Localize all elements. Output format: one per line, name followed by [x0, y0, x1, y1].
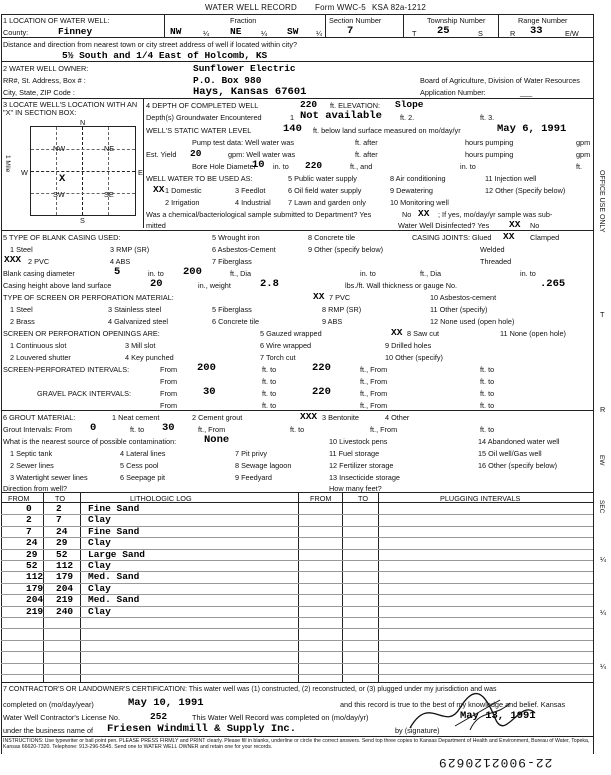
gpi-to[interactable]: 220: [312, 386, 331, 398]
application-label: Application Number:: [420, 88, 486, 97]
margin-t: T: [600, 310, 605, 319]
perf-option[interactable]: 6 Wire wrapped: [260, 341, 312, 350]
screen-option[interactable]: 9 ABS: [322, 317, 343, 326]
height-value[interactable]: 20: [150, 278, 163, 290]
sw-label: SW: [53, 190, 65, 199]
log-header-plugging: PLUGGING INTERVALS: [440, 494, 521, 503]
business-label: under the business name of: [3, 726, 94, 735]
ft-from: ft., From: [370, 425, 398, 434]
clamped: Clamped: [530, 233, 560, 242]
spi-to[interactable]: 220: [312, 362, 331, 374]
bore-rest: ft., and: [350, 162, 373, 171]
gw3-label: ft. 3.: [480, 113, 495, 122]
use-option[interactable]: 12 Other (Specify below): [485, 186, 566, 195]
weight-value[interactable]: 2.8: [260, 278, 279, 290]
log-rule: [1, 651, 593, 652]
yield-value[interactable]: 20: [190, 148, 202, 159]
wall-label: lbs./ft. Wall thickness or gauge No.: [345, 281, 458, 290]
diameter-rest: ft., Dia: [230, 269, 252, 278]
casing-option[interactable]: 1 Steel: [10, 245, 33, 254]
perf-option[interactable]: 1 Continuous slot: [10, 341, 67, 350]
grout-option[interactable]: 3 Bentonite: [322, 413, 359, 422]
source-option[interactable]: 2 Sewer lines: [10, 461, 54, 470]
source-option[interactable]: 13 Insecticide storage: [329, 473, 400, 482]
casing-label: 5 TYPE OF BLANK CASING USED:: [3, 233, 121, 242]
ft-to: ft. to: [262, 365, 277, 374]
bore-depth[interactable]: 220: [305, 160, 323, 171]
perf-option[interactable]: 9 Drilled holes: [385, 341, 432, 350]
nw-label: NW: [53, 144, 66, 153]
address-value[interactable]: P.O. Box 980: [193, 75, 262, 86]
threaded: Threaded: [480, 257, 512, 266]
grout-option[interactable]: 4 Other: [385, 413, 410, 422]
log-description-cell[interactable]: Med. Sand: [88, 594, 140, 606]
ft-to: ft. to: [480, 365, 495, 374]
log-header-to: TO: [55, 494, 66, 503]
quarter-mark: ¼: [261, 29, 268, 38]
from: From: [160, 389, 178, 398]
ft-dia: ft., Dia: [420, 269, 442, 278]
gw1-num: 1: [290, 113, 295, 122]
statute: KSA 82a-1212: [372, 3, 426, 12]
ft-to: ft. to: [130, 425, 145, 434]
source-option[interactable]: 15 Oil well/Gas well: [478, 449, 542, 458]
owner-value[interactable]: Sunflower Electric: [193, 63, 296, 74]
groundwater-label: Depth(s) Groundwater Encountered: [146, 113, 262, 122]
form-title: WATER WELL RECORD: [205, 3, 297, 12]
source-option[interactable]: 6 Seepage pit: [120, 473, 166, 482]
section2-label: 2 WATER WELL OWNER:: [3, 64, 89, 73]
grout-intervals-label: Grout Intervals: From: [3, 425, 72, 434]
yield-label: Est. Yield: [146, 150, 177, 159]
ft-from: ft., From: [360, 377, 388, 386]
log-from-cell[interactable]: 29: [26, 548, 38, 560]
depth-label: 4 DEPTH OF COMPLETED WELL: [146, 101, 259, 110]
use-option[interactable]: 7 Lawn and garden only: [288, 198, 366, 207]
use-option[interactable]: 8 Air conditioning: [390, 174, 446, 183]
diameter-value[interactable]: 5: [114, 266, 121, 278]
spi-label: SCREEN-PERFORATED INTERVALS:: [3, 365, 130, 374]
casing-mark[interactable]: XXX: [4, 254, 22, 265]
distance-label: Distance and direction from nearest town or city street address of well if located within city?: [3, 40, 298, 49]
use-option[interactable]: 3 Feedlot: [235, 186, 266, 195]
source-option[interactable]: 1 Septic tank: [10, 449, 53, 458]
margin-quarter: ¼: [600, 608, 607, 617]
ft-to: ft. to: [480, 389, 495, 398]
ft-to: ft. to: [262, 389, 277, 398]
use-option[interactable]: 4 Industrial: [235, 198, 271, 207]
source-option[interactable]: 9 Feedyard: [235, 473, 272, 482]
log-description-cell[interactable]: Clay: [88, 560, 111, 571]
chem-label: Was a chemical/bacteriological sample submitted to Department? Yes: [146, 210, 372, 219]
chem-no: No: [402, 210, 412, 219]
source-option[interactable]: 7 Pit privy: [235, 449, 268, 458]
ft-from: ft., From: [360, 389, 388, 398]
static-level-date[interactable]: May 6, 1991: [497, 123, 567, 135]
ft-to: ft. to: [480, 401, 495, 410]
margin-ew: EW: [598, 455, 605, 466]
log-header-from: FROM: [8, 494, 30, 503]
log-to-cell[interactable]: 52: [56, 548, 68, 560]
gpm: gpm: [576, 138, 591, 147]
source-option[interactable]: 16 Other (specify below): [478, 461, 558, 470]
log-description-cell[interactable]: Clay: [88, 537, 111, 549]
screen-option[interactable]: 5 Fiberglass: [212, 305, 252, 314]
log-to-cell[interactable]: 7: [56, 514, 62, 526]
se-label: SE: [104, 190, 114, 199]
perf-label: SCREEN OR PERFORATION OPENINGS ARE:: [3, 329, 160, 338]
township-s: S: [478, 29, 483, 38]
ft-from: ft., From: [360, 401, 388, 410]
diameter-depth[interactable]: 200: [183, 266, 202, 278]
source-option[interactable]: 4 Lateral lines: [120, 449, 166, 458]
joints-mark[interactable]: XX: [503, 231, 515, 242]
section1-label: 1 LOCATION OF WATER WELL:: [3, 16, 110, 25]
section-box[interactable]: [30, 126, 136, 216]
use-option[interactable]: 11 Injection well: [485, 174, 537, 183]
log-rule: [1, 617, 593, 618]
casing-option[interactable]: 8 Concrete tile: [308, 233, 356, 242]
grout-mark[interactable]: XXX: [300, 411, 318, 422]
casing-option[interactable]: 6 Asbestos-Cement: [212, 245, 276, 254]
log-to-cell[interactable]: 240: [56, 605, 74, 617]
contamination-label: What is the nearest source of possible contamination:: [3, 437, 177, 446]
range-number[interactable]: 33: [530, 25, 543, 37]
casing-option[interactable]: 2 PVC: [28, 257, 50, 266]
screen-option[interactable]: 3 Stainless steel: [108, 305, 162, 314]
screen-option[interactable]: 7 PVC: [329, 293, 351, 302]
screen-mark[interactable]: XX: [313, 291, 325, 302]
gpm: gpm: [576, 150, 591, 159]
source-option[interactable]: 8 Sewage lagoon: [235, 461, 292, 470]
hours-pumping: hours pumping: [465, 138, 514, 147]
dia2: in. to: [360, 269, 376, 278]
license-number[interactable]: 252: [150, 711, 168, 722]
north-label: N: [80, 118, 86, 127]
signature-label: by (signature): [395, 726, 440, 735]
ft-to: ft. to: [480, 377, 495, 386]
log-to-cell[interactable]: 219: [56, 594, 74, 606]
bore-value[interactable]: 10: [252, 159, 265, 171]
log-from-cell[interactable]: 112: [26, 571, 44, 583]
log-header-to2: TO: [358, 494, 369, 503]
log-to-cell[interactable]: 24: [56, 525, 68, 537]
hours-pumping: hours pumping: [465, 150, 514, 159]
log-from-cell[interactable]: 7: [26, 525, 32, 537]
log-description-cell[interactable]: Large Sand: [88, 548, 146, 560]
margin-quarter: ¼: [600, 662, 607, 671]
ft-from: ft., From: [360, 365, 388, 374]
log-from-cell[interactable]: 52: [26, 560, 38, 571]
from: From: [160, 365, 178, 374]
perf-option[interactable]: 3 Mill slot: [125, 341, 156, 350]
screen-option[interactable]: 6 Concrete tile: [212, 317, 260, 326]
grout-option[interactable]: 1 Neat cement: [112, 413, 160, 422]
perf-option[interactable]: 7 Torch cut: [260, 353, 296, 362]
south-label: S: [80, 216, 85, 225]
log-to-cell[interactable]: 112: [56, 560, 74, 571]
log-from-cell[interactable]: 204: [26, 594, 44, 606]
completed-label: completed on (mo/day/year): [3, 700, 94, 709]
screen-option[interactable]: 10 Asbestos-cement: [430, 293, 497, 302]
township-label: Township Number: [427, 16, 486, 25]
signature-scribble: [400, 688, 540, 738]
grout-from[interactable]: 0: [90, 422, 97, 434]
log-from-cell[interactable]: 0: [26, 503, 32, 514]
bore-label: Bore Hole Diameter: [192, 162, 257, 171]
office-use-label: OFFICE USE ONLY: [598, 170, 605, 233]
ft-after: ft. after: [355, 138, 378, 147]
record-date[interactable]: May 13, 1991: [460, 710, 536, 722]
log-to-cell[interactable]: 204: [56, 582, 74, 594]
perf-option[interactable]: 5 Gauzed wrapped: [260, 329, 322, 338]
license-label: Water Well Contractor's License No.: [3, 713, 120, 722]
document-stamp: 22-9002120629: [438, 755, 553, 770]
fraction-label: Fraction: [230, 16, 257, 25]
distance-value[interactable]: 5½ South and 1/4 East of Holcomb, KS: [62, 50, 268, 61]
fraction-2[interactable]: NE: [230, 26, 242, 37]
ft-to: ft. to: [480, 425, 495, 434]
mile-label: 1 Mile: [4, 155, 11, 173]
yield-rest: gpm: Well water was: [228, 150, 296, 159]
grout-label: 6 GROUT MATERIAL:: [3, 413, 76, 422]
source-option[interactable]: 5 Cess pool: [120, 461, 159, 470]
log-description-cell[interactable]: Fine Sand: [88, 503, 140, 514]
source-option[interactable]: 10 Livestock pens: [329, 437, 388, 446]
completed-date[interactable]: May 10, 1991: [128, 697, 204, 709]
log-description-cell[interactable]: Clay: [88, 605, 111, 617]
mitted: mitted: [146, 221, 166, 230]
use-option[interactable]: 9 Dewatering: [390, 186, 433, 195]
diameter-to: in. to: [148, 269, 164, 278]
log-to-cell[interactable]: 179: [56, 571, 74, 583]
screen-option[interactable]: 12 None used (open hole): [430, 317, 515, 326]
log-rule: [1, 663, 593, 664]
screen-option[interactable]: 11 Other (specify): [430, 305, 488, 314]
record-completed-label: This Water Well Record was completed on (mo/day/yr): [192, 713, 369, 722]
elevation-value[interactable]: Slope: [395, 99, 424, 110]
log-from-cell[interactable]: 219: [26, 605, 44, 617]
range-direction: E/W: [565, 29, 579, 38]
perf-option[interactable]: 11 None (open hole): [500, 329, 566, 338]
perf-option[interactable]: 8 Saw cut: [407, 329, 440, 338]
screen-option[interactable]: 1 Steel: [10, 305, 33, 314]
margin-r: R: [600, 405, 606, 414]
perf-option[interactable]: 2 Louvered shutter: [10, 353, 71, 362]
source-option[interactable]: 12 Fertilizer storage: [329, 461, 394, 470]
screen-option[interactable]: 4 Galvanized steel: [108, 317, 169, 326]
chem-mark[interactable]: XX: [418, 208, 430, 219]
township-number[interactable]: 25: [437, 25, 450, 37]
range-r: R: [510, 29, 516, 38]
log-description-cell[interactable]: Med. Sand: [88, 571, 140, 583]
static-level-value[interactable]: 140: [283, 123, 302, 135]
log-rule: [1, 640, 593, 641]
ft-to: ft. to: [262, 401, 277, 410]
use-option[interactable]: 10 Monitoring well: [390, 198, 449, 207]
address-label: RR#, St. Address, Box # :: [3, 76, 86, 85]
log-description-cell[interactable]: Fine Sand: [88, 525, 140, 537]
gw2-label: ft. 2.: [400, 113, 415, 122]
log-to-cell[interactable]: 2: [56, 503, 62, 514]
city-label: City, State, ZIP Code :: [3, 88, 75, 97]
east-label: E: [138, 168, 143, 177]
section3-label: 3 LOCATE WELL'S LOCATION WITH AN "X" IN SECTION BOX:: [3, 100, 138, 117]
board-label: Board of Agriculture, Division of Water Resources: [420, 76, 580, 85]
how-many-label: How many feet?: [329, 484, 382, 493]
log-description-cell[interactable]: Clay: [88, 582, 111, 594]
elevation-label: ft. ELEVATION:: [330, 101, 381, 110]
log-from-cell[interactable]: 24: [26, 537, 38, 549]
city-value[interactable]: Hays, Kansas 67601: [193, 86, 307, 98]
use-option[interactable]: 1 Domestic: [165, 186, 202, 195]
log-from-cell[interactable]: 179: [26, 582, 44, 594]
joints-label: CASING JOINTS: Glued: [412, 233, 492, 242]
ft-from: ft., From: [198, 425, 226, 434]
fraction-3[interactable]: SW: [287, 26, 299, 37]
casing-option[interactable]: 3 RMP (SR): [110, 245, 150, 254]
from: From: [160, 377, 178, 386]
ft: ft.: [576, 162, 583, 171]
wall-value[interactable]: .265: [540, 278, 566, 290]
application-number[interactable]: ___: [520, 88, 533, 97]
section-number[interactable]: 7: [347, 25, 354, 37]
instructions: INSTRUCTIONS: Use typewriter or ball point pen. PLEASE PRESS FIRMLY and PRINT clearly. Please fill in blanks, underline or circle the correct answers. Send top three copies to Kansas Department of Health and Environment, Bureau of Water, Topeka, Kansas 66620-7320. Telephone: 913-296-5545. Send one to WATER WELL OWNER and retain one for your records.: [3, 738, 590, 751]
grout-to[interactable]: 30: [162, 422, 175, 434]
gpi-label: GRAVEL PACK INTERVALS:: [37, 389, 132, 398]
log-rule: [1, 674, 593, 675]
use-option[interactable]: 2 Irrigation: [165, 198, 200, 207]
screen-label: TYPE OF SCREEN OR PERFORATION MATERIAL:: [3, 293, 174, 302]
casing-option[interactable]: 7 Fiberglass: [212, 257, 252, 266]
fraction-1[interactable]: NW: [170, 26, 182, 37]
bore-to: in. to: [273, 162, 289, 171]
county-value[interactable]: Finney: [58, 26, 93, 37]
business-name[interactable]: Friesen Windmill & Supply Inc.: [107, 723, 297, 735]
grout-option[interactable]: 2 Cement grout: [192, 413, 243, 422]
margin-sec: SEC: [598, 500, 605, 514]
chem-rest: ; If yes, mo/day/yr sample was sub-: [438, 210, 553, 219]
welded: Welded: [480, 245, 505, 254]
dia3: in. to: [520, 269, 536, 278]
use-mark[interactable]: XX: [153, 184, 165, 195]
ne-label: NE: [104, 144, 115, 153]
log-from-cell[interactable]: 2: [26, 514, 32, 526]
groundwater-value[interactable]: Not available: [300, 110, 382, 122]
screen-option[interactable]: 8 RMP (SR): [322, 305, 362, 314]
casing-option[interactable]: 9 Other (specify below): [308, 245, 384, 254]
section-number-label: Section Number: [329, 16, 382, 25]
casing-option[interactable]: 5 Wrought iron: [212, 233, 260, 242]
casing-option[interactable]: 4 ABS: [110, 257, 131, 266]
source-option[interactable]: 11 Fuel storage: [329, 449, 380, 458]
gpi-from[interactable]: 30: [203, 386, 216, 398]
township-t: T: [412, 29, 417, 38]
certification-line1: 7 CONTRACTOR'S OR LANDOWNER'S CERTIFICATION: This water well was (1) constructed, (2) reconstructed, or (3) plugged under my jurisdiction and was: [3, 686, 497, 693]
use-option[interactable]: 6 Oil field water supply: [288, 186, 362, 195]
height-label: Casing height above land surface: [3, 281, 112, 290]
log-header-lithologic: LITHOLOGIC LOG: [130, 494, 192, 503]
from: From: [160, 401, 178, 410]
static-level-rest: ft. below land surface measured on mo/day/yr: [313, 126, 461, 135]
quarter-mark: ¼: [316, 29, 323, 38]
diameter-label: Blank casing diameter: [3, 269, 75, 278]
margin-quarter: ¼: [600, 555, 607, 564]
perf-option[interactable]: 4 Key punched: [125, 353, 174, 362]
depth-value[interactable]: 220: [300, 99, 318, 110]
form-number: Form WWC-5: [315, 3, 366, 12]
log-to-cell[interactable]: 29: [56, 537, 68, 549]
perf-option[interactable]: 10 Other (specify): [385, 353, 443, 362]
weight-label: in., weight: [198, 281, 231, 290]
range-label: Range Number: [518, 16, 568, 25]
source-option[interactable]: 14 Abandoned water well: [478, 437, 560, 446]
ft-to: ft. to: [290, 425, 305, 434]
static-level-label: WELL'S STATIC WATER LEVEL: [146, 126, 252, 135]
contamination-value[interactable]: None: [204, 434, 230, 446]
perf-mark[interactable]: XX: [391, 327, 403, 338]
use-label: WELL WATER TO BE USED AS:: [146, 174, 253, 183]
log-rule: [1, 628, 593, 629]
true-record: and this record is true to the best of my knowledge and belief. Kansas: [340, 700, 566, 709]
disinfect-mark[interactable]: XX: [509, 219, 521, 230]
log-description-cell[interactable]: Clay: [88, 514, 111, 526]
log-header-from2: FROM: [310, 494, 332, 503]
pump-test-label: Pump test data: Well water was: [192, 138, 295, 147]
spi-from[interactable]: 200: [197, 362, 216, 374]
county-label: County:: [3, 28, 29, 37]
west-label: W: [21, 168, 28, 177]
quarter-mark: ¼: [203, 29, 210, 38]
well-location-mark[interactable]: X: [59, 173, 66, 185]
in-to: in. to: [460, 162, 476, 171]
disinfect-no: No: [530, 221, 540, 230]
ft-to: ft. to: [262, 377, 277, 386]
source-option[interactable]: 3 Watertight sewer lines: [10, 473, 88, 482]
screen-option[interactable]: 2 Brass: [10, 317, 35, 326]
disinfect-label: Water Well Disinfected? Yes: [398, 221, 490, 230]
ft-after: ft. after: [355, 150, 378, 159]
use-option[interactable]: 5 Public water supply: [288, 174, 357, 183]
direction-label: Direction from well?: [3, 484, 68, 493]
